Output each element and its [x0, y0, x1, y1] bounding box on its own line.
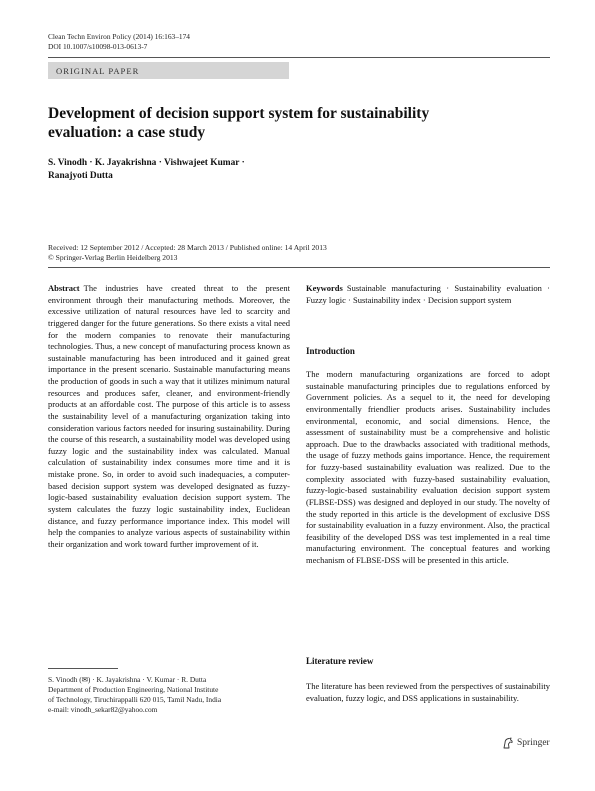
copyright-line: © Springer-Verlag Berlin Heidelberg 2013 — [48, 253, 178, 263]
publisher-name: Springer — [517, 738, 550, 748]
section-label: ORIGINAL PAPER — [56, 65, 140, 76]
journal-line: Clean Techn Environ Policy (2014) 16:163–174 — [48, 32, 191, 41]
article-history — [48, 243, 468, 263]
article-title: Development of decision support system for sustainability evaluation: a case study — [48, 105, 430, 141]
introduction-heading: Introduction — [306, 346, 355, 356]
affiliation-institute: of Technology, Tiruchirappalli 620 015, Tamil Nadu, India — [48, 695, 222, 705]
literature-review-heading: Literature review — [306, 656, 374, 666]
publisher-logo — [502, 737, 550, 749]
springer-horse-icon — [502, 737, 514, 749]
abstract-heading: Abstract — [48, 283, 80, 293]
journal-citation — [48, 32, 190, 52]
affiliation-email[interactable]: e-mail: vinodh_sekar82@yahoo.com — [48, 705, 158, 715]
literature-review-text: The literature has been reviewed from the perspectives of sustainability evaluation, fuzzy logic, and DSS applications in sustainability. — [306, 681, 550, 703]
keywords-heading: Keywords — [306, 283, 343, 293]
history-line: Received: 12 September 2012 / Accepted: 28 March 2013 / Published online: 14 April 2013 — [48, 243, 327, 252]
keywords — [306, 283, 550, 306]
abstract-text: The industries have created threat to the present environment through their manufacturing methods. Moreover, the excessive utilization of natural resources have led to scarcity and triggered danger for the future generations. So there exists a vital need for the modern companies to renovate their manufacturing technologies. Thus, a new concept of manufacturing process known as sustainable manufacturing has been introduced and it gained great importance in the present scenario. Sustainable manufacturing means the production of goods in such a way that it utilizes minimum natural resources and produces safer, cleaner, and environment-friendly products at an affordable cost. The purpose of this article is to assess the sustainability level of a manufacturing organization taking into consideration various factors needed for insuring sustainability. During the course of this research, a sustainability model was developed using fuzzy logic and the sustainability index was calculated. Manual calculation of sustainability index consumes more time and it is mistake prone. So, in order to avoid such inadequacies, a computer-based decision support system was developed designated as fuzzy-logic-based sustainability evaluation decision support system. The system calculates the fuzzy logic sustainability index, Euclidean distance, and fuzzy performance importance index. This model will help the companies to analyze various aspects of sustainability within their organization and work toward further improvement of it. — [48, 283, 290, 549]
author-list — [48, 157, 378, 183]
abstract — [48, 283, 290, 550]
introduction-text: The modern manufacturing organizations are forced to adopt sustainable manufacturing principles due to regulations enforced by Government policies. As a sequel to it, the need for developing environmentally friendlier products arises. Sustainability includes environmental, economic, and social dimensions. Hence, the assessment of sustainability must be a comprehensive and holistic approach. Due to the drawbacks associated with traditional methods, the usage of fuzzy methods gains importance. Hence, the requirement for fuzzy-based sustainability evaluation was realized. Due to the complexity associated with fuzzy-based sustainability evaluation, fuzzy-logic-based sustainability evaluation decision support system (FLBSE-DSS) was designed and deployed in our study. The novelty of the study reported in this article is the development of exclusive DSS for sustainability evaluation in a fuzzy environment. Also, the practical feasibility of the developed DSS was test implemented in a real time manufacturing environment. The conceptual features and working mechanism of FLBSE-DSS will be presented in this article. — [306, 369, 550, 565]
authors-line-1: S. Vinodh · K. Jayakrishna · Vishwajeet Kumar · — [48, 158, 245, 168]
authors-line-2: Ranajyoti Dutta — [48, 171, 113, 181]
affiliation-department: Department of Production Engineering, National Institute — [48, 685, 219, 695]
keywords-text: Sustainable manufacturing · Sustainability evaluation · Fuzzy logic · Sustainability index · Decision support system — [306, 283, 550, 305]
header-rule — [48, 57, 550, 58]
affiliation — [48, 675, 298, 715]
affiliation-authors: S. Vinodh (✉) · K. Jayakrishna · V. Kumar · R. Dutta — [48, 675, 207, 684]
history-rule — [48, 267, 550, 268]
doi-line: DOI 10.1007/s10098-013-0613-7 — [48, 42, 148, 51]
footnote-rule — [48, 668, 118, 669]
